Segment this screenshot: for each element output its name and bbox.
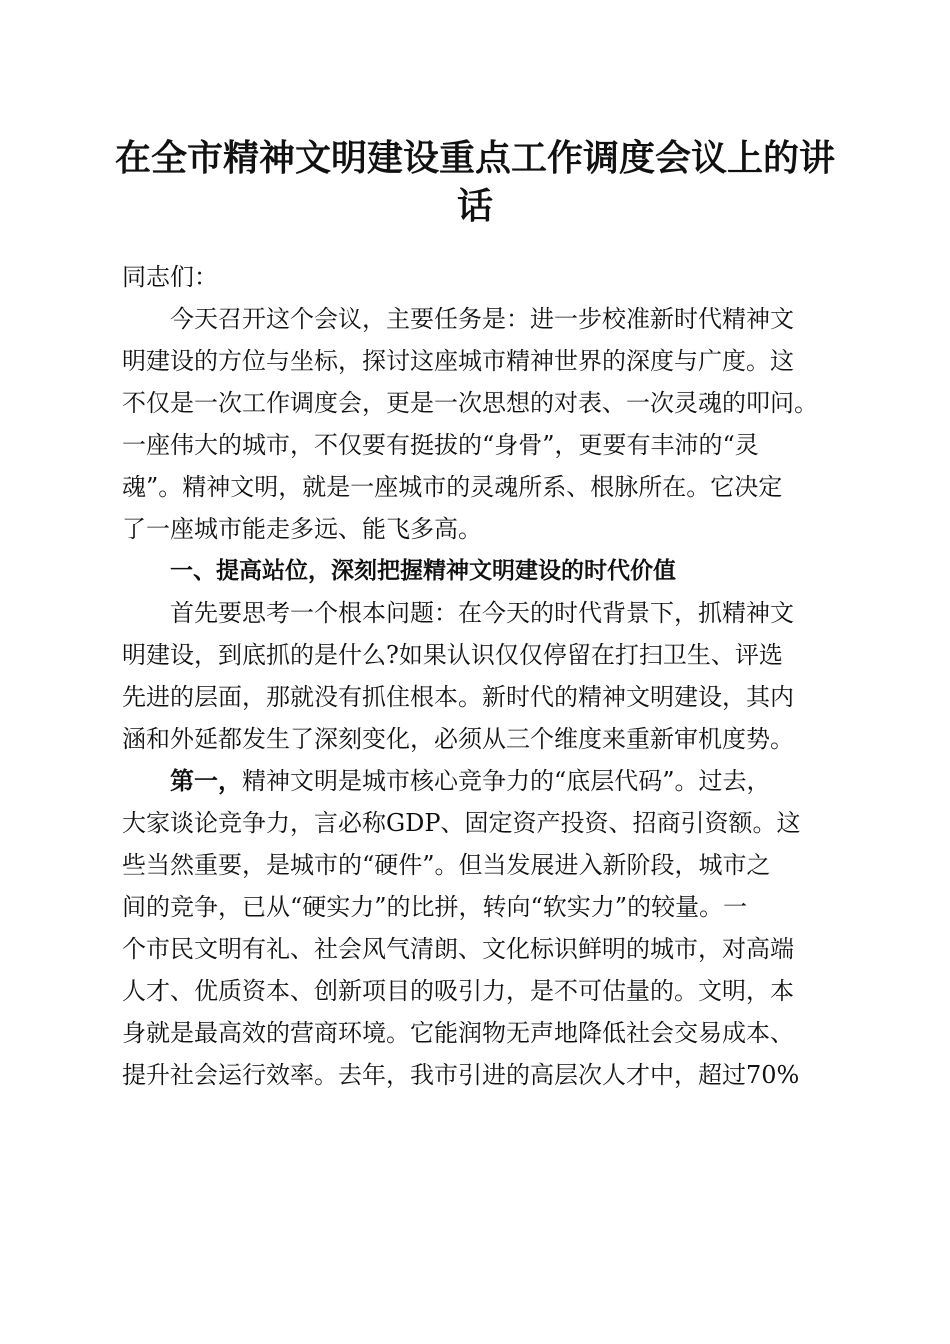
paragraph-line: 魂”。精神文明，就是一座城市的灵魂所系、根脉所在。它决定 bbox=[122, 473, 783, 501]
paragraph-line: 人才、优质资本、创新项目的吸引力，是不可估量的。文明，本 bbox=[122, 977, 794, 1005]
paragraph-line: 不仅是一次工作调度会，更是一次思想的对表、一次灵魂的叩问。 bbox=[122, 389, 818, 417]
document-title: 在全市精神文明建设重点工作调度会议上的讲话 bbox=[114, 137, 835, 227]
paragraph-first-point bbox=[122, 760, 828, 1096]
paragraph-line bbox=[122, 760, 828, 802]
paragraph-line: 大家谈论竞争力，言必称GDP、固定资产投资、招商引资额。这 bbox=[122, 809, 801, 837]
paragraph-line: 一座伟大的城市，不仅要有挺拔的“身骨”，更要有丰沛的“灵 bbox=[122, 431, 759, 459]
paragraph-line: 先进的层面，那就没有抓住根本。新时代的精神文明建设，其内 bbox=[122, 683, 794, 711]
salutation: 同志们： bbox=[122, 263, 218, 291]
point-lead: 第一， bbox=[170, 766, 242, 795]
document-body bbox=[122, 256, 828, 1096]
paragraph-line: 提升社会运行效率。去年，我市引进的高层次人才中，超过70% bbox=[122, 1061, 800, 1089]
paragraph-line: 身就是最高效的营商环境。它能润物无声地降低社会交易成本、 bbox=[122, 1019, 794, 1047]
paragraph-line: 间的竞争，已从“硬实力”的比拼，转向“软实力”的较量。一 bbox=[122, 893, 748, 921]
paragraph-line: 了一座城市能走多远、能飞多高。 bbox=[122, 515, 482, 543]
paragraph-question bbox=[122, 592, 828, 760]
paragraph-line: 今天召开这个会议，主要任务是：进一步校准新时代精神文 bbox=[170, 305, 794, 333]
paragraph-line: 明建设，到底抓的是什么?如果认识仅仅停留在打扫卫生、评选 bbox=[122, 641, 783, 669]
paragraph-line: 涵和外延都发生了深刻变化，必须从三个维度来重新审机度势。 bbox=[122, 725, 794, 753]
paragraph-line: 明建设的方位与坐标，探讨这座城市精神世界的深度与广度。这 bbox=[122, 347, 794, 375]
section-heading: 一、提高站位，深刻把握精神文明建设的时代价值 bbox=[170, 558, 676, 584]
paragraph-line: 些当然重要，是城市的“硬件”。但当发展进入新阶段，城市之 bbox=[122, 851, 771, 879]
paragraph-line: 个市民文明有礼、社会风气清朗、文化标识鲜明的城市，对高端 bbox=[122, 935, 794, 963]
point-first-line: 精神文明是城市核心竞争力的“底层代码”。过去， bbox=[242, 767, 771, 795]
paragraph-intro bbox=[122, 298, 828, 550]
paragraph-line: 首先要思考一个根本问题：在今天的时代背景下，抓精神文 bbox=[170, 599, 794, 627]
